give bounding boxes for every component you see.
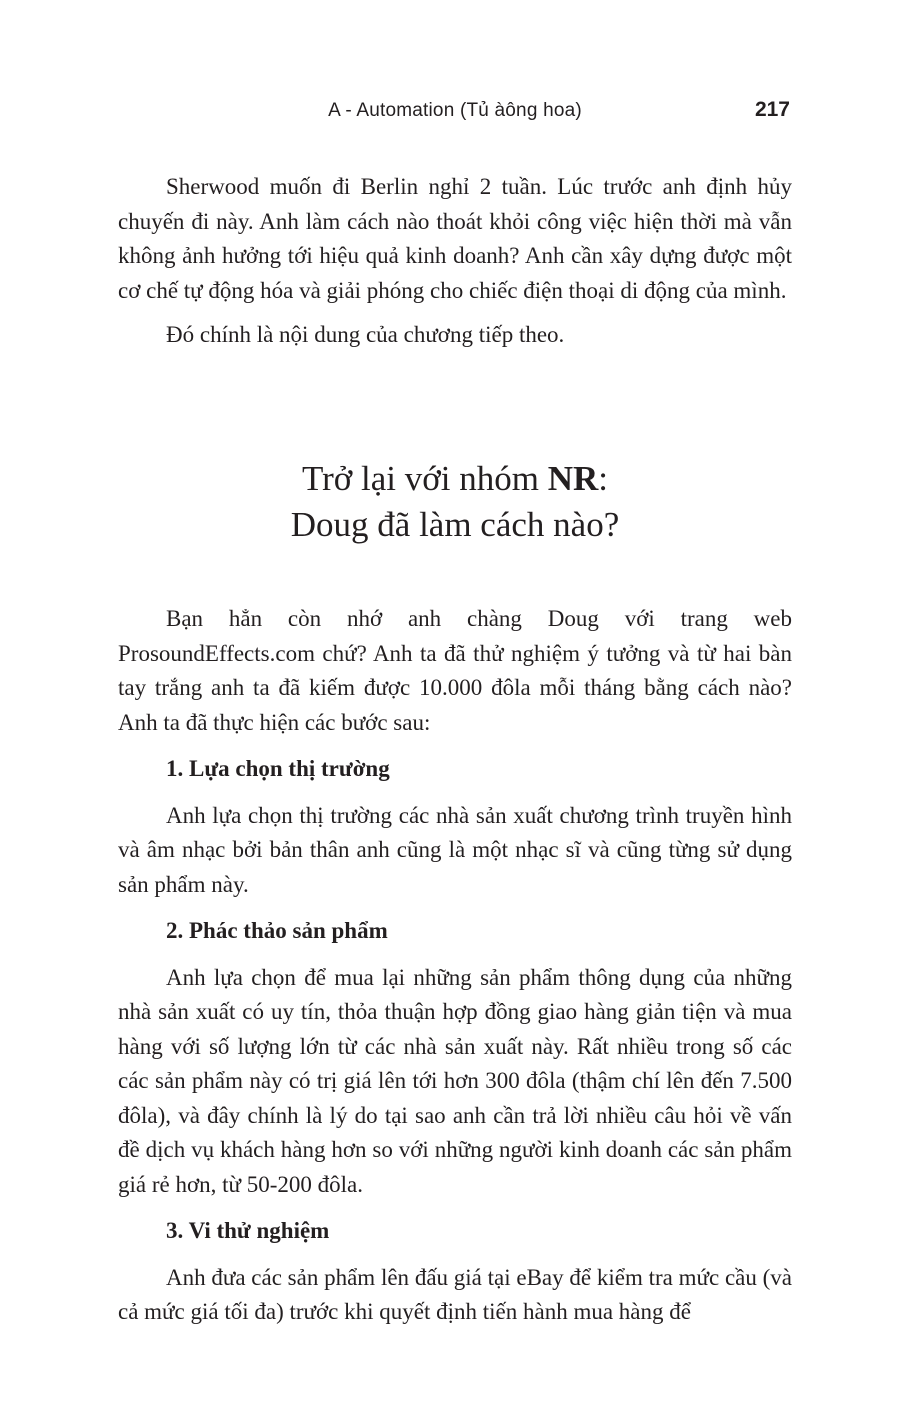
running-header [0,96,910,130]
subheading-1: 1. Lựa chọn thị trường [166,756,390,781]
section-heading [0,456,910,548]
subheading-2: 2. Phác thảo sản phẩm [166,918,388,943]
section-paragraph-1: Bạn hẳn còn nhớ anh chàng Doug với trang web ProsoundEffects.com chứ? Anh ta đã thử nghiệm ý tưởng và từ hai bàn tay trắng anh ta đã kiếm được 10.000 đôla mỗi tháng bằng cách nào? Anh ta đã thực hiện các bước sau: [118,606,792,735]
subsection-3-text: Anh đưa các sản phẩm lên đấu giá tại eBay để kiểm tra mức cầu (và cả mức giá tối đa) trước khi quyết định tiến hành mua hàng để [118,1264,792,1324]
heading-line-1-suffix: : [598,459,609,498]
heading-line-1-bold: NR [547,459,599,498]
section-body [118,602,792,1342]
heading-line-2: Doug đã làm cách nào? [290,505,620,544]
subsection-2-text: Anh lựa chọn để mua lại những sản phẩm thông dụng của những nhà sản xuất có uy tín, thỏa thuận hợp đồng giao hàng giản tiện và mua hàng với số lượng lớn từ các nhà sản xuất này. Rất nhiều trong số các các sản phẩm này có trị giá lên tới hơn 300 đôla (thậm chí lên đến 7.500 đôla), và đây chính là lý do tại sao anh cần trả lời nhiều câu hỏi về vấn đề dịch vụ khách hàng hơn so với những người kinh doanh các sản phẩm giá rẻ hơn, từ 50-200 đôla. [118,964,792,1197]
heading-line-1 [0,456,910,502]
intro-paragraph-1: Sherwood muốn đi Berlin nghỉ 2 tuần. Lúc trước anh định hủy chuyến đi này. Anh làm cách nào thoát khỏi công việc hiện thời mà vẫn không ảnh hưởng tới hiệu quả kinh doanh? Anh cần xây dựng được một cơ chế tự động hóa và giải phóng cho chiếc điện thoại di động của mình. [118,174,792,303]
intro-text [118,170,792,353]
subheading-3: 3. Vi thử nghiệm [166,1218,330,1243]
heading-line-1-prefix: Trở lại với nhóm [301,459,548,498]
running-title: A - Automation (Tủ àông hoa) [328,100,582,121]
intro-paragraph-2: Đó chính là nội dung của chương tiếp theo. [166,322,565,347]
page-number: 217 [754,98,790,121]
subsection-1-text: Anh lựa chọn thị trường các nhà sản xuất chương trình truyền hình và âm nhạc bởi bản thân anh cũng là một nhạc sĩ và cũng từng sử dụng sản phẩm này. [118,802,792,897]
